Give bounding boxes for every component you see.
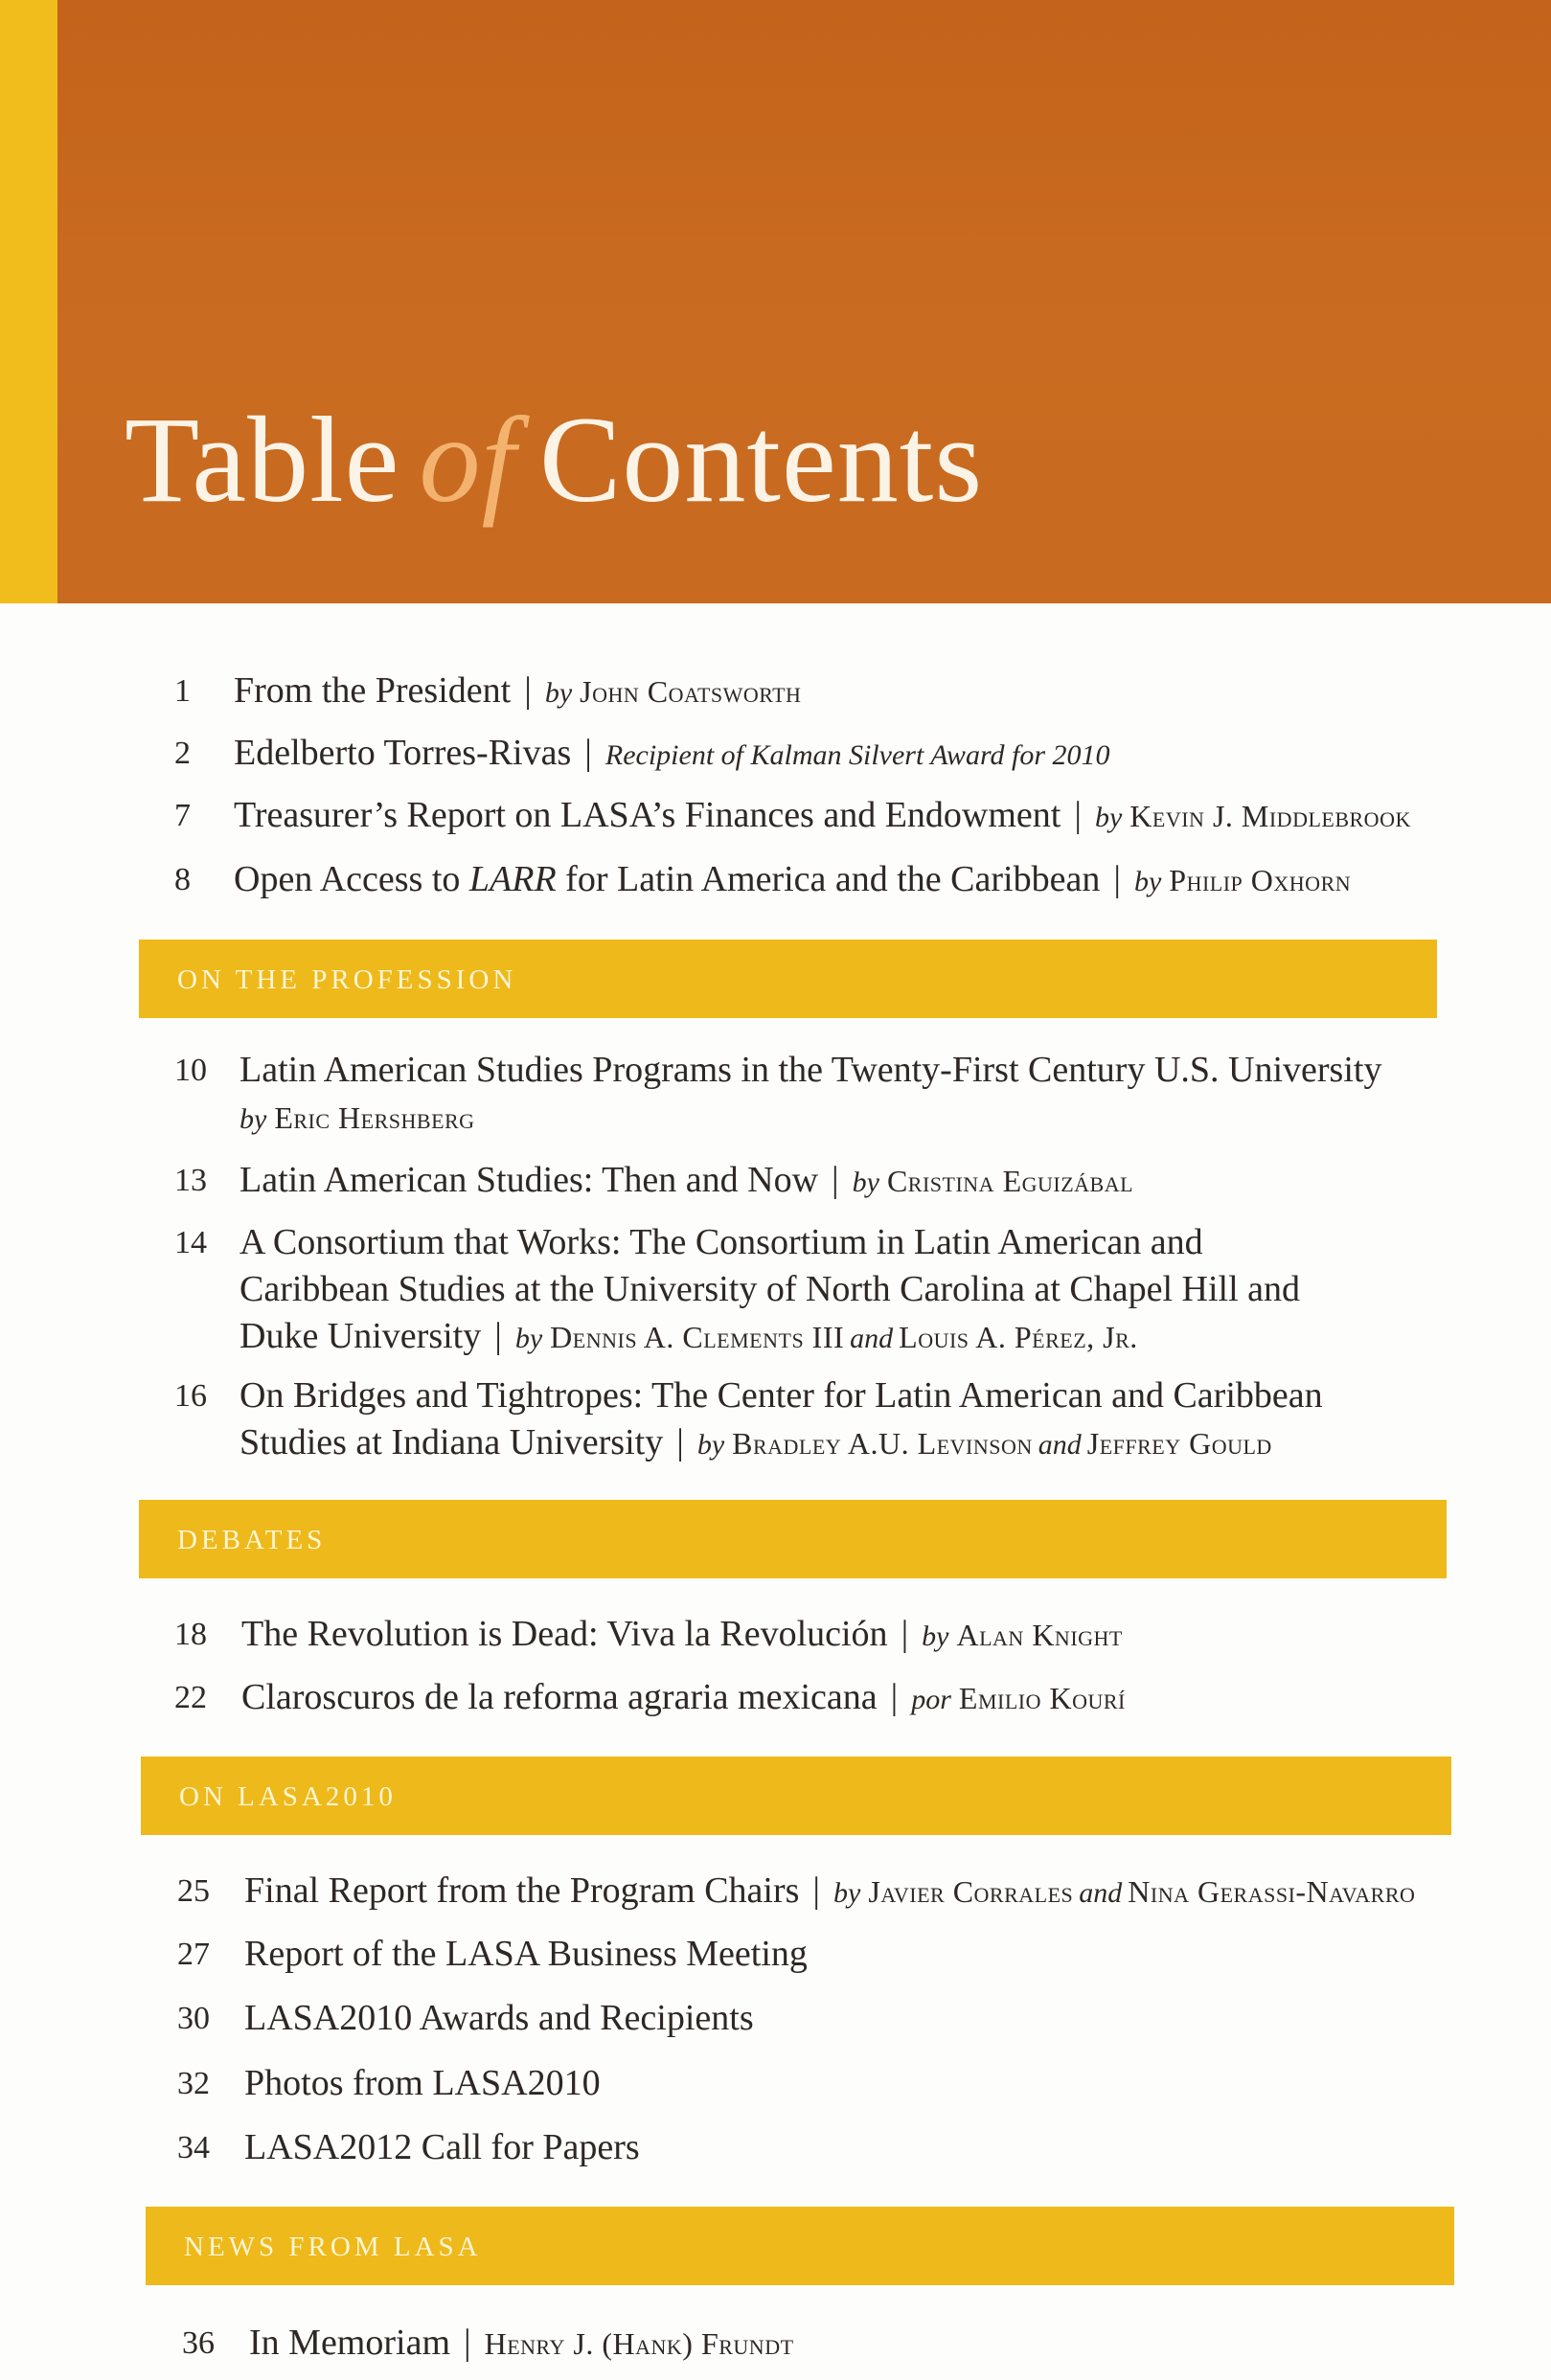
entry-title: Final Report from the Program Chairs [244,1870,800,1911]
entry-author: Nina Gerassi-Navarro [1128,1874,1416,1909]
page-number: 10 [174,1053,207,1088]
entry-title: Photos from LASA2010 [244,2063,601,2103]
entry-title: LASA2012 Call for Papers [244,2127,640,2167]
entry-author: Philip Oxhorn [1169,863,1352,897]
byline-prefix: by [833,1877,861,1909]
byline-prefix: by [922,1621,949,1652]
byline-prefix: by [544,677,573,709]
entry-title: Claroscuros de la reforma agraria mexicana [241,1677,878,1717]
entry-author: Kevin J. Middlebrook [1129,799,1411,833]
title-prefix: Table [125,392,400,528]
byline-conjunction: and [1038,1429,1082,1461]
section-heading-news-from-lasa: NEWS FROM LASA [146,2207,1454,2285]
entry-author: Henry J. (Hank) Frundt [484,2326,794,2361]
byline-prefix: by [1133,866,1162,897]
byline-conjunction: and [850,1323,894,1354]
entry-title-journal: LARR [468,859,557,899]
entry-author: John Coatsworth [580,674,802,709]
byline-prefix: por [911,1684,951,1715]
page-number: 2 [174,736,191,771]
page-number: 22 [174,1680,207,1715]
entry-note: Recipient of Kalman Silvert Award for 2010 [604,739,1110,771]
page-title [125,378,983,541]
byline-conjunction: and [1079,1877,1123,1909]
page-number: 25 [177,1873,210,1909]
entry-title: The Revolution is Dead: Viva la Revolución [241,1614,888,1654]
entry-author: Bradley A.U. Levinson [732,1426,1033,1461]
page-number: 36 [182,2325,215,2361]
entry-title-line: Studies at Indiana University [239,1422,664,1462]
entry-title-post: for Latin America and the Caribbean [565,859,1101,899]
byline-prefix: by [852,1167,879,1198]
page-number: 14 [174,1225,207,1260]
entry-title-line: A Consortium that Works: The Consortium in Latin American and [239,1222,1203,1262]
page-number: 8 [174,862,191,897]
entry-author: Javier Corrales [868,1874,1074,1909]
page-number: 34 [177,2130,210,2165]
page-number: 13 [174,1163,207,1198]
entry-author: Eric Hershberg [274,1100,475,1135]
section-heading-debates: DEBATES [139,1500,1447,1578]
title-connector: of [419,392,516,528]
entry-byline [239,1094,1381,1143]
byline-prefix: by [1094,802,1123,833]
title-main: Contents [539,392,984,528]
entry-title-line: Duke University [239,1316,482,1356]
byline-prefix: by [696,1429,725,1461]
entry-title: Edelberto Torres-Rivas [234,733,572,773]
page-number: 30 [177,2001,210,2036]
page-number: 16 [174,1378,207,1414]
entry-title: In Memoriam [249,2323,451,2363]
entry-title-line: On Bridges and Tightropes: The Center for Latin American and Caribbean [239,1375,1323,1416]
entry-author: Dennis A. Clements III [550,1320,845,1354]
entry-title-line: Caribbean Studies at the University of North Carolina at Chapel Hill and [239,1269,1301,1309]
entry-title: Latin American Studies Programs in the Twenty-First Century U.S. University [239,1050,1382,1090]
entry-author: Louis A. Pérez, Jr. [899,1320,1138,1354]
page-number: 1 [174,673,191,709]
entry-title-pre: Open Access to [234,859,461,899]
section-heading-on-the-profession: ON THE PROFESSION [139,940,1437,1018]
entry-title: From the President [234,670,512,711]
page-number: 7 [174,798,191,833]
entry-title: Treasurer’s Report on LASA’s Finances and Endowment [234,795,1061,835]
page-number: 27 [177,1937,210,1972]
entry-title: LASA2010 Awards and Recipients [244,1998,754,2038]
byline-prefix: by [239,1103,267,1135]
page-number: 32 [177,2066,210,2101]
entry-author: Alan Knight [956,1618,1123,1652]
byline-prefix: by [514,1323,543,1354]
entry-author: Cristina Eguizábal [886,1164,1134,1198]
entry-author: Emilio Kourí [958,1681,1126,1715]
header-yellow-edge [0,0,57,603]
section-heading-on-lasa2010: ON LASA2010 [141,1757,1451,1835]
entry-title: Latin American Studies: Then and Now [239,1160,819,1200]
page-number: 18 [174,1617,207,1652]
entry-author: Jeffrey Gould [1086,1426,1272,1461]
entry-title: Report of the LASA Business Meeting [244,1934,808,1974]
